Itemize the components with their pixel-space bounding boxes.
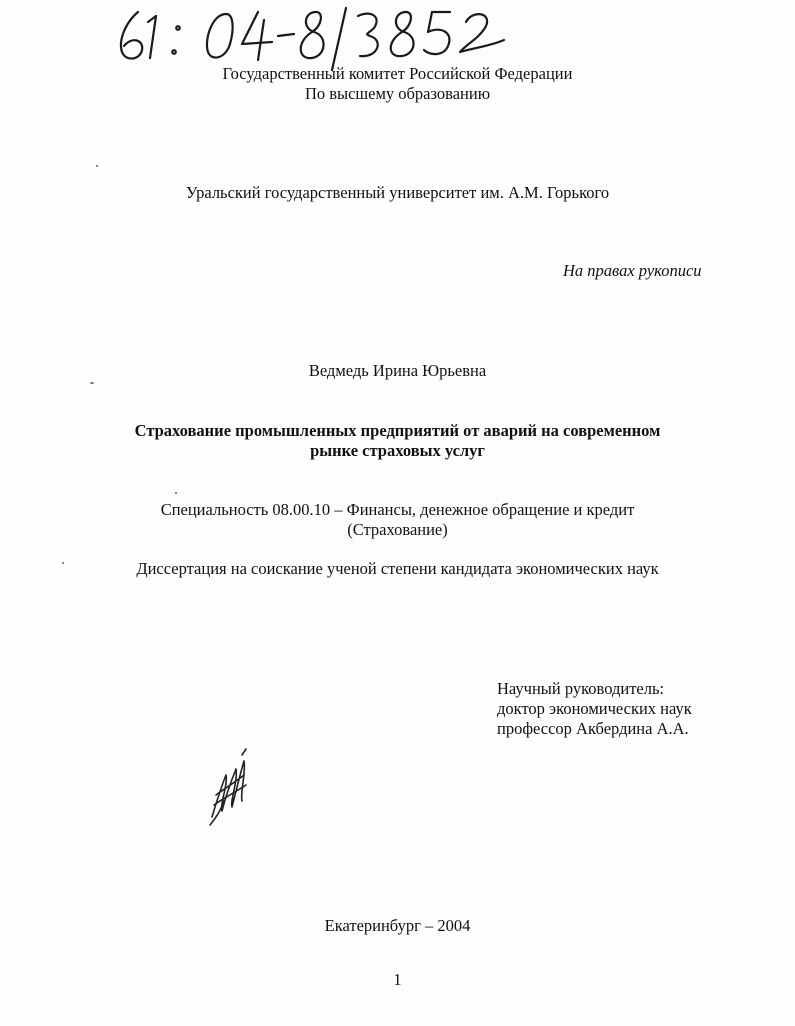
- signature-icon: [200, 745, 260, 830]
- supervisor-degree: доктор экономических наук: [497, 699, 692, 718]
- manuscript-note: На правах рукописи: [563, 261, 702, 280]
- university-name: Уральский государственный университет им. А.М. Горького: [185, 183, 610, 202]
- page-number: 1: [393, 970, 402, 989]
- header-line-1: Государственный комитет Российской Федерации: [222, 64, 573, 83]
- supervisor-name: профессор Акбердина А.А.: [497, 719, 689, 738]
- scan-speck: [96, 165, 98, 167]
- dissertation-title-line-1: Страхование промышленных предприятий от аварий на современном: [134, 421, 661, 440]
- city-year: Екатеринбург – 2004: [324, 916, 471, 935]
- supervisor-label: Научный руководитель:: [497, 679, 665, 698]
- scan-speck: [62, 562, 64, 564]
- signature: [200, 745, 260, 830]
- scan-speck: [175, 492, 177, 494]
- scan-speck: [90, 382, 94, 384]
- dissertation-title-line-2: рынке страховых услуг: [310, 441, 485, 460]
- header-line-2: По высшему образованию: [304, 84, 491, 103]
- specialty-line-1: Специальность 08.00.10 – Финансы, денежное обращение и кредит: [160, 500, 635, 519]
- specialty-line-2: (Страхование): [347, 520, 448, 539]
- author-name: Ведмедь Ирина Юрьевна: [308, 361, 487, 380]
- degree-statement: Диссертация на соискание ученой степени кандидата экономических наук: [136, 559, 659, 578]
